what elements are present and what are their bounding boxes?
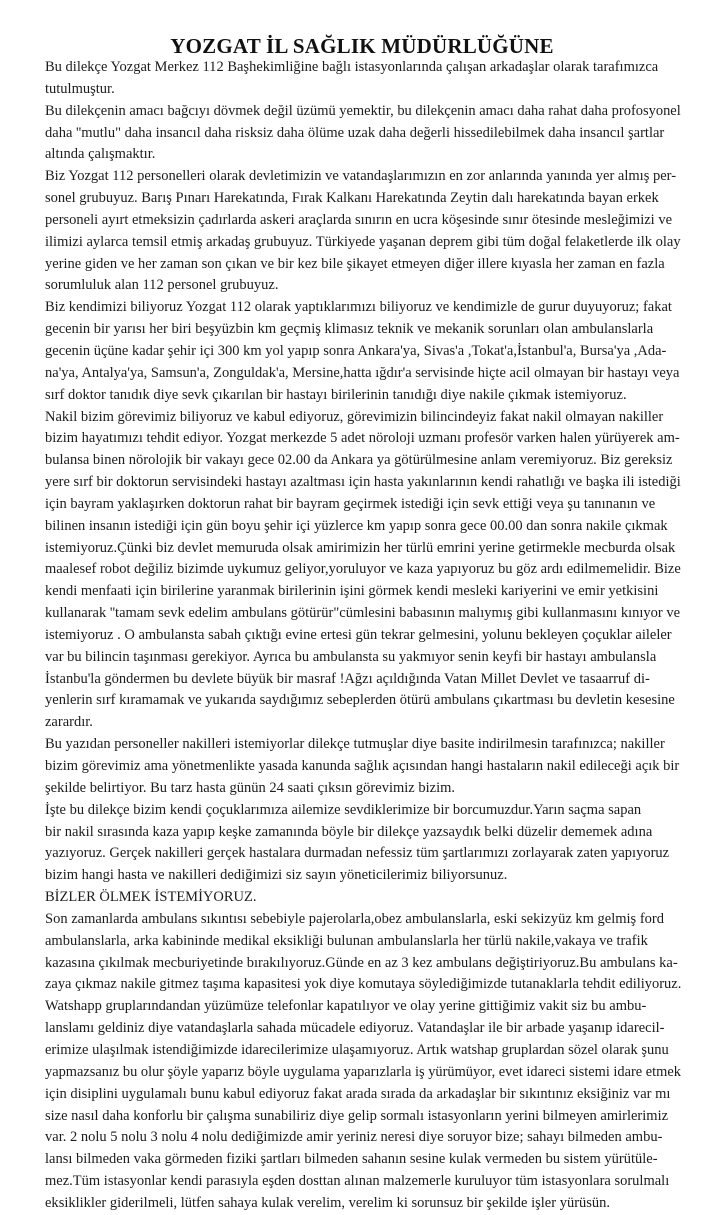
body-text-line: yenlerin sırf kıramamak ve yukarıda saydığımız sebeplerden ötürü ambulans çıkartması bu devletin kesesine — [45, 692, 675, 709]
body-text-line: yapmazsanız bu olur şöyle yaparız böyle uygulama yaparızlarla iş yürümüyor, evet idareci sistemi idare etmek — [45, 1063, 681, 1080]
body-text-line: lanslamı geldiniz diye vatandaşlarla sahada mücadele ediyoruz. Vatandaşlar ile bir arbade yaşanıp idarecil- — [45, 1020, 665, 1037]
body-text-line: Biz kendimizi biliyoruz Yozgat 112 olarak yaptıklarımızı biliyoruz ve kendimizle de gurur duyuyoruz; fakat — [45, 299, 672, 316]
body-text-line: Bu dilekçenin amacı bağcıyı dövmek değil üzümü yemektir, bu dilekçenin amacı daha rahat daha profosyonel — [45, 102, 681, 119]
body-text-line: İstanbu'la göndermen bu devlete büyük bir masraf !Ağzı açıldığında Vatan Millet Devlet ve tasaarruf di- — [45, 670, 650, 687]
body-text-line: Nakil bizim görevimiz biliyoruz ve kabul ediyoruz, görevimizin bilincindeyiz fakat nakil olmayan nakiller — [45, 408, 664, 425]
body-text-line: Watshapp gruplarındandan yüzümüze telefonlar kapatılıyor ve olay yerine gittiğimiz vakit siz bu ambu- — [45, 998, 647, 1015]
body-text-line: ilimizi aylarca temsil etmiş arkadaş grubuyuz. Türkiyede yaşanan deprem gibi tüm doğal felaketlerde ilk olay — [45, 233, 681, 250]
body-text-line: maalesef robot değiliz bizimde uykumuz geliyor,yoruluyor ve kaza yapıyoruz bu göz ardı edilmemelidir. Bize — [45, 561, 681, 578]
body-text-line: Bu dilekçe Yozgat Merkez 112 Başhekimliğine bağlı istasyonlarında çalışan arkadaşlar olarak tarafımızca — [45, 59, 659, 75]
body-text-line: İşte bu dilekçe bizim kendi çoçuklarımıza ailemize sevdiklerimize bir borcumuzdur.Yarın saçma sapan — [45, 801, 642, 818]
body-text-line: erimize ulaşılmak istendiğimizde idarecilerimize ulaşamıyoruz. Artık watshap gruplardan sözel olarak şunu — [45, 1041, 669, 1058]
body-text-line: BİZLER ÖLMEK İSTEMİYORUZ. — [45, 889, 257, 906]
body-text-line: eksiklikler giderilmeli, lütfen sahaya kulak verelim, verelim ki sorunsuz bir şekilde işler yürüsün. — [45, 1194, 611, 1211]
body-text-line: gecenin üçüne kadar şehir içi 300 km yol yapıp sonra Ankara'ya, Sivas'a ,Tokat'a,İstanbul'a, Bursa'ya ,Ada- — [45, 342, 667, 359]
body-text-line: tutulmuştur. — [45, 80, 115, 97]
body-text-line: yazıyoruz. Gerçek nakilleri gerçek hastalara durmadan nefessiz tüm şartlarımızı zorlayarak zaten yapıyoruz — [45, 845, 670, 862]
body-text-line: lansı bilmeden vaka görmeden fiziki şartları bilmeden sahanın sesine kulak vermeden bu sistem yürütüle- — [45, 1151, 658, 1168]
body-text-line: Biz Yozgat 112 personelleri olarak devletimizin ve vatandaşlarımızın en zor anlarında yanında yer almış per- — [45, 168, 677, 185]
body-text-line: yere sırf bir doktorun servisindeki hastayı azaltması için hasta yakınlarının kendi rahatlığı ve başka ili istediği — [45, 474, 681, 491]
body-text-line: mez.Tüm istasyonlar kendi parasıyla eşden dosttan alınan malzemerle kuruluyor tüm istasyonlara sorulmalı — [45, 1173, 670, 1190]
body-text-line: size nasıl daha konforlu bir çalışma sunabiliriz diye gelip sormalı istasyonların yerini bilmeyen amirlerimiz — [45, 1107, 669, 1124]
body-text-line: na'ya, Antalya'ya, Samsun'a, Zonguldak'a, Mersine,hatta ığdır'a servisinde hiçte acil olmayan bir hastayı veya — [45, 364, 680, 381]
body-text-line: için disiplini uygulamalı bunu kabul ediyoruz fakat arada sırada da arkadaşlar bir sıkıntınız eksiğiniz var mı — [45, 1085, 671, 1102]
body-text-line: altında çalışmaktır. — [45, 146, 156, 163]
body-text-line: personeli ayırt etmeksizin çadırlarda askeri araçlarda sınırın en ucra köşesinde sınır ötesinde mesleğimizi ve — [45, 211, 673, 228]
body-text-line: kullanarak ''tamam sevk edelim ambulans götürür"cümlesini babasının malıymış gibi kullanmasını kınıyor ve — [45, 605, 681, 622]
body-text-line: bilinen insanın istediği için gün boyu şehir içi yüzlerce km yapıp sonra gece 00.00 dan sonra nakile çıkmak — [45, 517, 668, 534]
body-text-line: istemiyoruz.Çünki biz devlet memuruda olsak amirimizin her türlü emrini yerine getirmekle mecburda olsak — [45, 539, 676, 556]
body-text-line: için bayram yaklaşırken doktorun rahat bir bayram geçirmek istediği için sevk ettiği veya şu tanınanın ve — [45, 495, 656, 512]
body-text-line: bir nakil sırasında kaza yapıp keşke zamanında böyle bir dilekçe yazsaydık belki düzelir dememek adına — [45, 823, 653, 840]
body-text-line: gecenin bir yarısı her biri beşyüzbin km geçmiş klimasız teknik ve mekanik sorunları olan ambulanslarla — [45, 321, 654, 338]
body-text-line: bizim hangi hasta ve nakilleri dediğimizi siz sayın yöneticilerimiz biliyorsunuz. — [45, 867, 508, 884]
body-text-line: Son zamanlarda ambulans sıkıntısı sebebiyle pajerolarla,obez ambulanslarla, eski sekizyüz km gelmiş ford — [45, 910, 664, 927]
body-text-line: şekilde belirtiyor. Bu tarz hasta günün 24 saati çıksın görevimiz bizim. — [45, 779, 456, 796]
body-text-line: var. 2 nolu 5 nolu 3 nolu 4 nolu dediğimizde amir yeriniz neresi diye soruyor bize; sahayı bilmeden ambu- — [45, 1129, 663, 1146]
body-text-line: bizim hayatımızı tehdit ediyor. Yozgat merkezde 5 adet nöroloji uzmanı profesör varken halen yürüyerek am- — [45, 430, 680, 447]
body-text-line: istemiyoruz . O ambulansta sabah çıktığı evine ertesi gün tekrar gelmesini, yolunu bekleyen çoçuklar aileler — [45, 626, 672, 643]
body-text-line: kendi menfaati için birilerine yaranmak birilerinin işini görmek kendi mesleki kariyerini ve emir yetkisini — [45, 583, 659, 600]
body-text-line: ambulanslarla, arka kabininde medikal eksikliği bulunan ambulanslarla her türlü nakile,vakaya ve trafik — [45, 932, 648, 949]
body-text-line: bulansa binen nörolojik bir vakayı gece 02.00 da Ankara ya götürülmesine anlam veremiyoruz. Biz gereksiz — [45, 452, 673, 469]
body-text-line: yerine giden ve her zaman son çıkan ve bir kez bile şikayet etmeyen diğer illere kıyasla her zaman en fazla — [45, 255, 665, 272]
body-text-line: zarardır. — [45, 714, 93, 731]
body-text-line: var bu bilincin taşınması gerekiyor. Ayrıca bu ambulansta su yakmıyor senin keyfi bir hastayı ambulansla — [45, 648, 657, 665]
body-text-line: sorumluluk alan 112 personel grubuyuz. — [45, 277, 279, 294]
body-text-line: Bu yazıdan personeller nakilleri istemiyorlar dilekçe tutmuşlar diye basite indirilmesin tarafınızca; nakiller — [45, 736, 665, 753]
body-text-line: daha ''mutlu" daha insancıl daha risksiz daha ölüme uzak daha değerli hissedilebilmek daha insancıl şartlar — [45, 124, 665, 141]
body-text-line: sonel grubuyuz. Barış Pınarı Harekatında, Fırak Kalkanı Harekatında Zeytin dalı harekatında bayan erkek — [45, 190, 659, 207]
body-text-line: sırf doktor tanıdık diye sevk çıkarılan bir hastayı birilerinin tanıdığı diye nakile çıkmak istemiyoruz. — [45, 386, 627, 403]
body-text-line: kazasına çıkılmak mecburiyetinde bırakılıyoruz.Günde en az 3 kez ambulans değiştiriyoruz.Bu ambulans ka- — [45, 954, 678, 971]
document-title: YOZGAT İL SAĞLIK MÜDÜRLÜĞÜNE — [170, 34, 554, 58]
body-text-line: zaya çıkmaz nakile gitmez taşıma kapasitesi yok diye komutaya söylediğimizde tutanaklarla tehdit ediliyoruz. — [45, 976, 682, 993]
body-text-line: bizim görevimiz ama yönetmenlikte yasada kanunda sağlık açısından hangi hastaların nakil edileceği açık bir — [45, 758, 680, 774]
document-body — [45, 57, 685, 1215]
